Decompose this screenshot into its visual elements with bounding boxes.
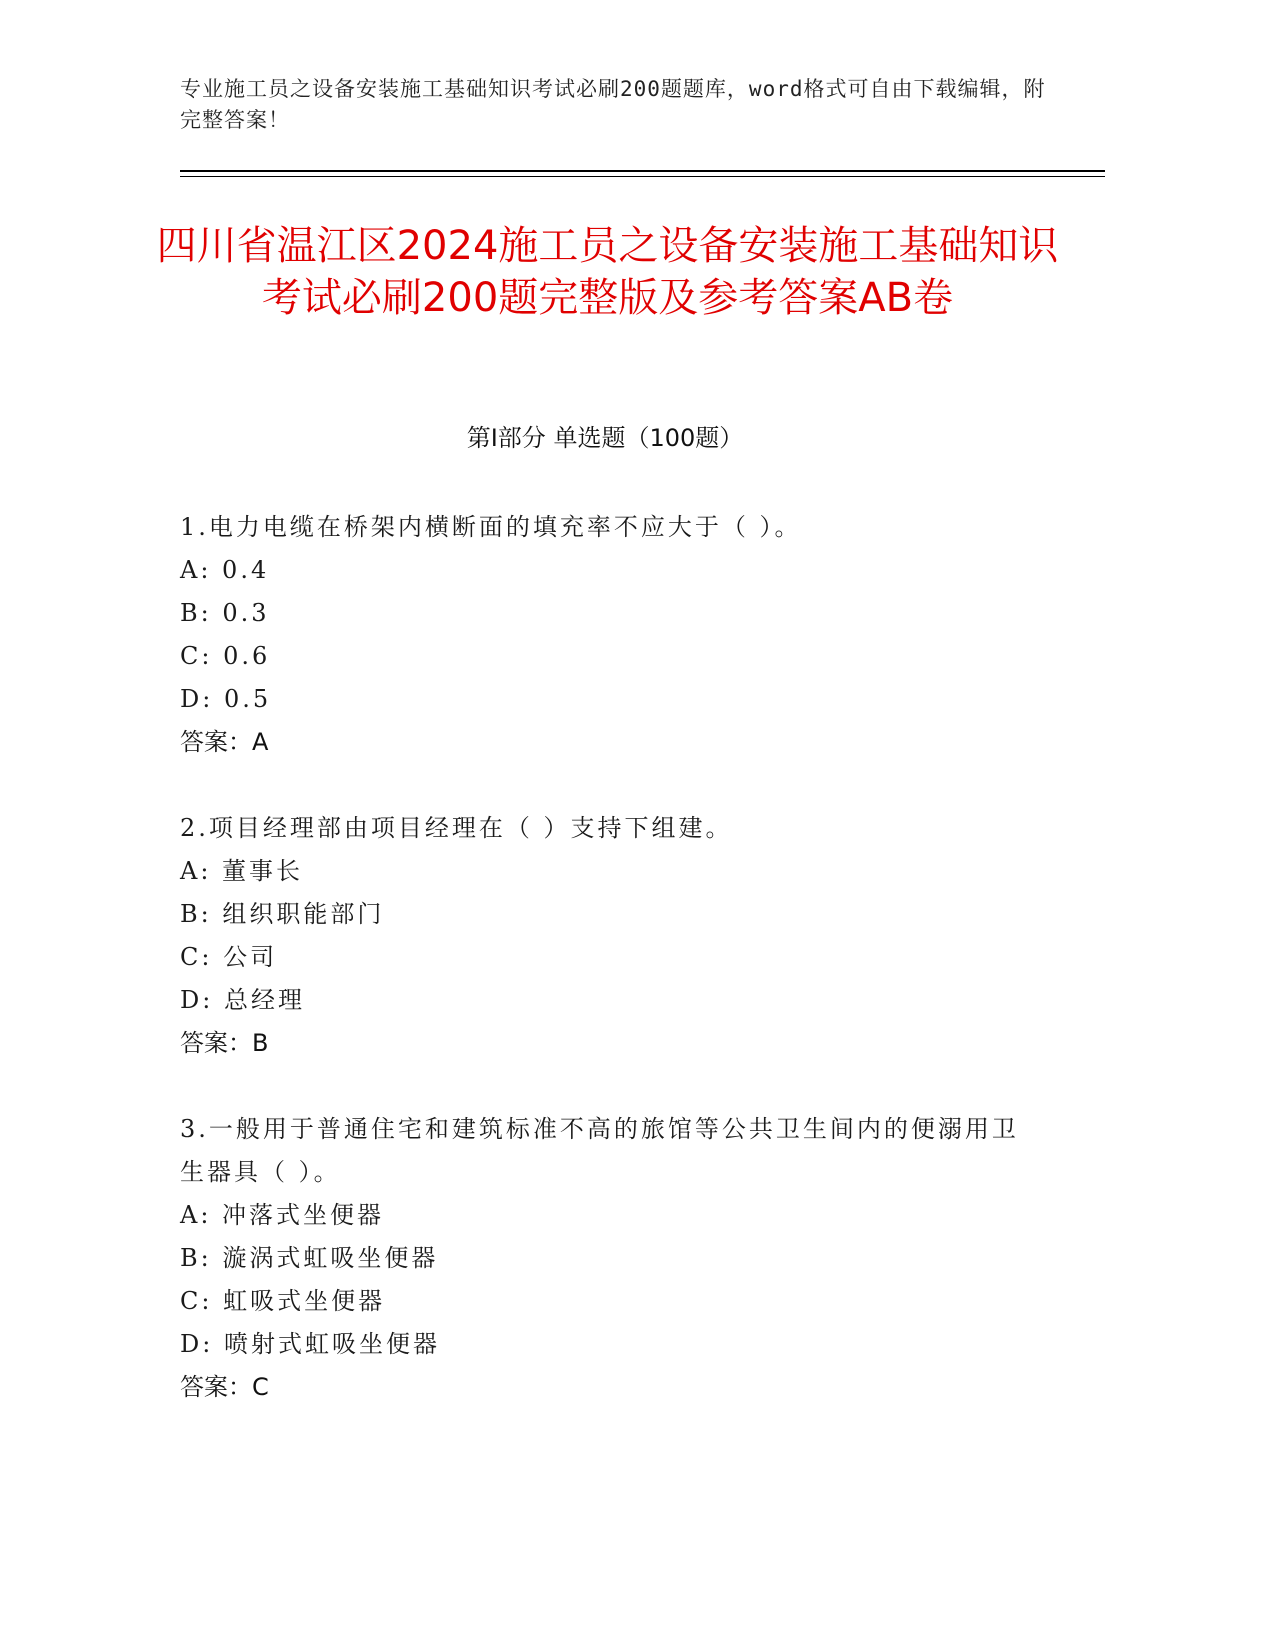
question-item bbox=[180, 807, 1040, 1065]
question-option: D: 喷射式虹吸坐便器 bbox=[180, 1330, 440, 1358]
question-option: C: 公司 bbox=[180, 943, 278, 971]
question-option: C: 虹吸式坐便器 bbox=[180, 1287, 386, 1315]
question-option: D: 0.5 bbox=[180, 685, 272, 713]
question-option: D: 总经理 bbox=[180, 986, 305, 1014]
header-rule-thick bbox=[180, 170, 1105, 172]
question-option: B: 组织职能部门 bbox=[180, 900, 385, 928]
question-answer: 答案：C bbox=[180, 1373, 269, 1401]
header-note: 专业施工员之设备安装施工基础知识考试必刷200题题库，word格式可自由下载编辑，附完整答案！ bbox=[180, 77, 1046, 132]
header-rule-thin bbox=[180, 176, 1105, 177]
question-option: B: 0.3 bbox=[180, 599, 270, 627]
question-stem: 3.一般用于普通住宅和建筑标准不高的旅馆等公共卫生间内的便溺用卫生器具（ ）。 bbox=[180, 1115, 1019, 1186]
question-item bbox=[180, 506, 1040, 764]
question-stem: 1.电力电缆在桥架内横断面的填充率不应大于（ ）。 bbox=[180, 513, 802, 541]
question-option: A: 0.4 bbox=[180, 556, 270, 584]
question-answer: 答案：A bbox=[180, 728, 269, 756]
document-title: 四川省温江区2024施工员之设备安装施工基础知识考试必刷200题完整版及参考答案AB卷 bbox=[156, 223, 1059, 321]
question-list bbox=[180, 506, 1040, 1452]
question-option: A: 冲落式坐便器 bbox=[180, 1201, 385, 1229]
question-stem: 2.项目经理部由项目经理在（ ）支持下组建。 bbox=[180, 814, 733, 842]
question-option: C: 0.6 bbox=[180, 642, 271, 670]
question-option: A: 董事长 bbox=[180, 857, 304, 885]
section-title: 第I部分 单选题（100题） bbox=[466, 424, 744, 452]
question-option: B: 漩涡式虹吸坐便器 bbox=[180, 1244, 439, 1272]
question-item bbox=[180, 1108, 1040, 1409]
question-answer: 答案：B bbox=[180, 1029, 269, 1057]
